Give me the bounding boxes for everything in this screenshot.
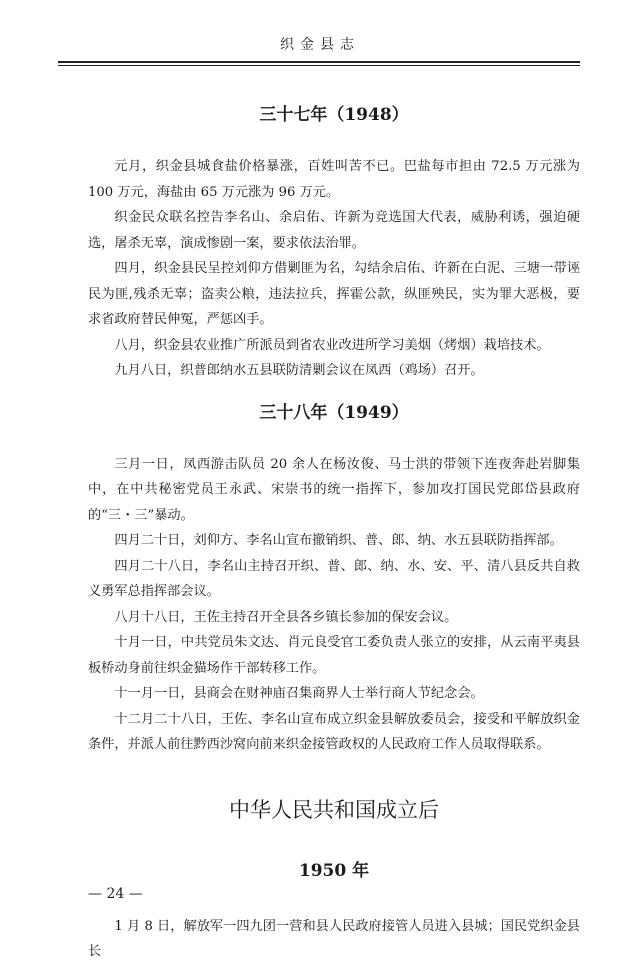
paragraph	[88, 554, 580, 605]
page-number: — 24 —	[88, 886, 143, 902]
paragraph	[88, 528, 580, 554]
paragraph	[88, 681, 580, 707]
paragraph	[88, 914, 580, 965]
paragraph	[88, 630, 580, 681]
paragraph-text: 1 月 8 日，解放军一四九团一营和县人民政府接管人员进入县城；国民党织金县长	[88, 918, 580, 959]
paragraph-text: 四月二十八日，李名山主持召开织、普、郎、纳、水、安、平、清八县反共自救义勇军总指挥部会议。	[88, 558, 580, 599]
section-1949	[88, 396, 580, 758]
paragraph-text: 三月一日，凤西游击队员 20 余人在杨汝俊、马士洪的带领下连夜奔赴岩脚集中，在中共秘密党员王永武、宋崇书的统一指挥下，参加攻打国民党郎岱县政府的“三・三”暴动。	[88, 456, 580, 523]
paragraph	[88, 154, 580, 205]
paragraph	[88, 452, 580, 529]
paragraph-text: 八月，织金县农业推广所派员到省农业改进所学习美烟（烤烟）栽培技术。	[114, 337, 550, 353]
section-body	[88, 914, 580, 965]
chapter-heading-block	[88, 790, 580, 830]
paragraph-text: 元月，织金县城食盐价格暴涨，百姓叫苦不已。巴盐每市担由 72.5 万元涨为 100 万元，海盐由 65 万元涨为 96 万元。	[88, 159, 580, 200]
chapter-title: 中华人民共和国成立后	[229, 797, 439, 822]
paragraph-text: 四月，织金县民呈控刘仰方借剿匪为名，勾结余启佑、许新在白泥、三塘一带诬民为匪,残杀无辜；盗卖公粮，违法拉兵，挥霍公款，纵匪殃民，实为罪大恶极，要求省政府替民伸冤，严惩凶手。	[88, 261, 580, 327]
paragraph-text: 织金民众联名控告李名山、余启佑、许新为竞选国大代表，威胁利诱，强迫硬选，屠杀无辜，演成惨剧一案，要求依法治罪。	[88, 210, 580, 251]
section-body	[88, 452, 580, 758]
section-title: 三十八年（1949）	[259, 402, 409, 423]
section-body	[88, 154, 580, 384]
page-body	[88, 98, 580, 965]
paragraph-text: 九月八日，织普郎纳水五县联防清剿会议在凤西（鸡场）召开。	[114, 363, 484, 378]
paragraph-text: 十月一日，中共党员朱文达、肖元良受官工委负责人张立的安排，从云南平夷县板桥动身前往织金猫场作干部转移工作。	[88, 635, 580, 676]
paragraph-text: 十一月一日，县商会在财神庙召集商界人士举行商人节纪念会。	[114, 686, 484, 701]
paragraph-text: 十二月二十八日，王佐、李名山宣布成立织金县解放委员会，接受和平解放织金条件，并派人前往黔西沙窝向前来织金接管政权的人民政府工作人员取得联系。	[88, 711, 580, 752]
paragraph-text: 八月十八日，王佐主持召开全县各乡镇长参加的保安会议。	[114, 609, 458, 625]
section-title: 三十七年（1948）	[259, 105, 409, 125]
paragraph	[88, 256, 580, 333]
header-rule-thin	[58, 65, 580, 66]
paragraph	[88, 605, 580, 631]
paragraph-text: 四月二十日，刘仰方、李名山宣布撤销织、普、郎、纳、水五县联防指挥部。	[114, 533, 563, 548]
paragraph	[88, 333, 580, 359]
paragraph	[88, 205, 580, 256]
paragraph	[88, 707, 580, 758]
section-title: 1950 年	[298, 860, 370, 881]
section-1948	[88, 98, 580, 384]
section-1950	[88, 854, 580, 965]
header-rule-thick	[58, 61, 580, 63]
running-head: 织金县志	[280, 37, 360, 53]
paragraph	[88, 358, 580, 384]
